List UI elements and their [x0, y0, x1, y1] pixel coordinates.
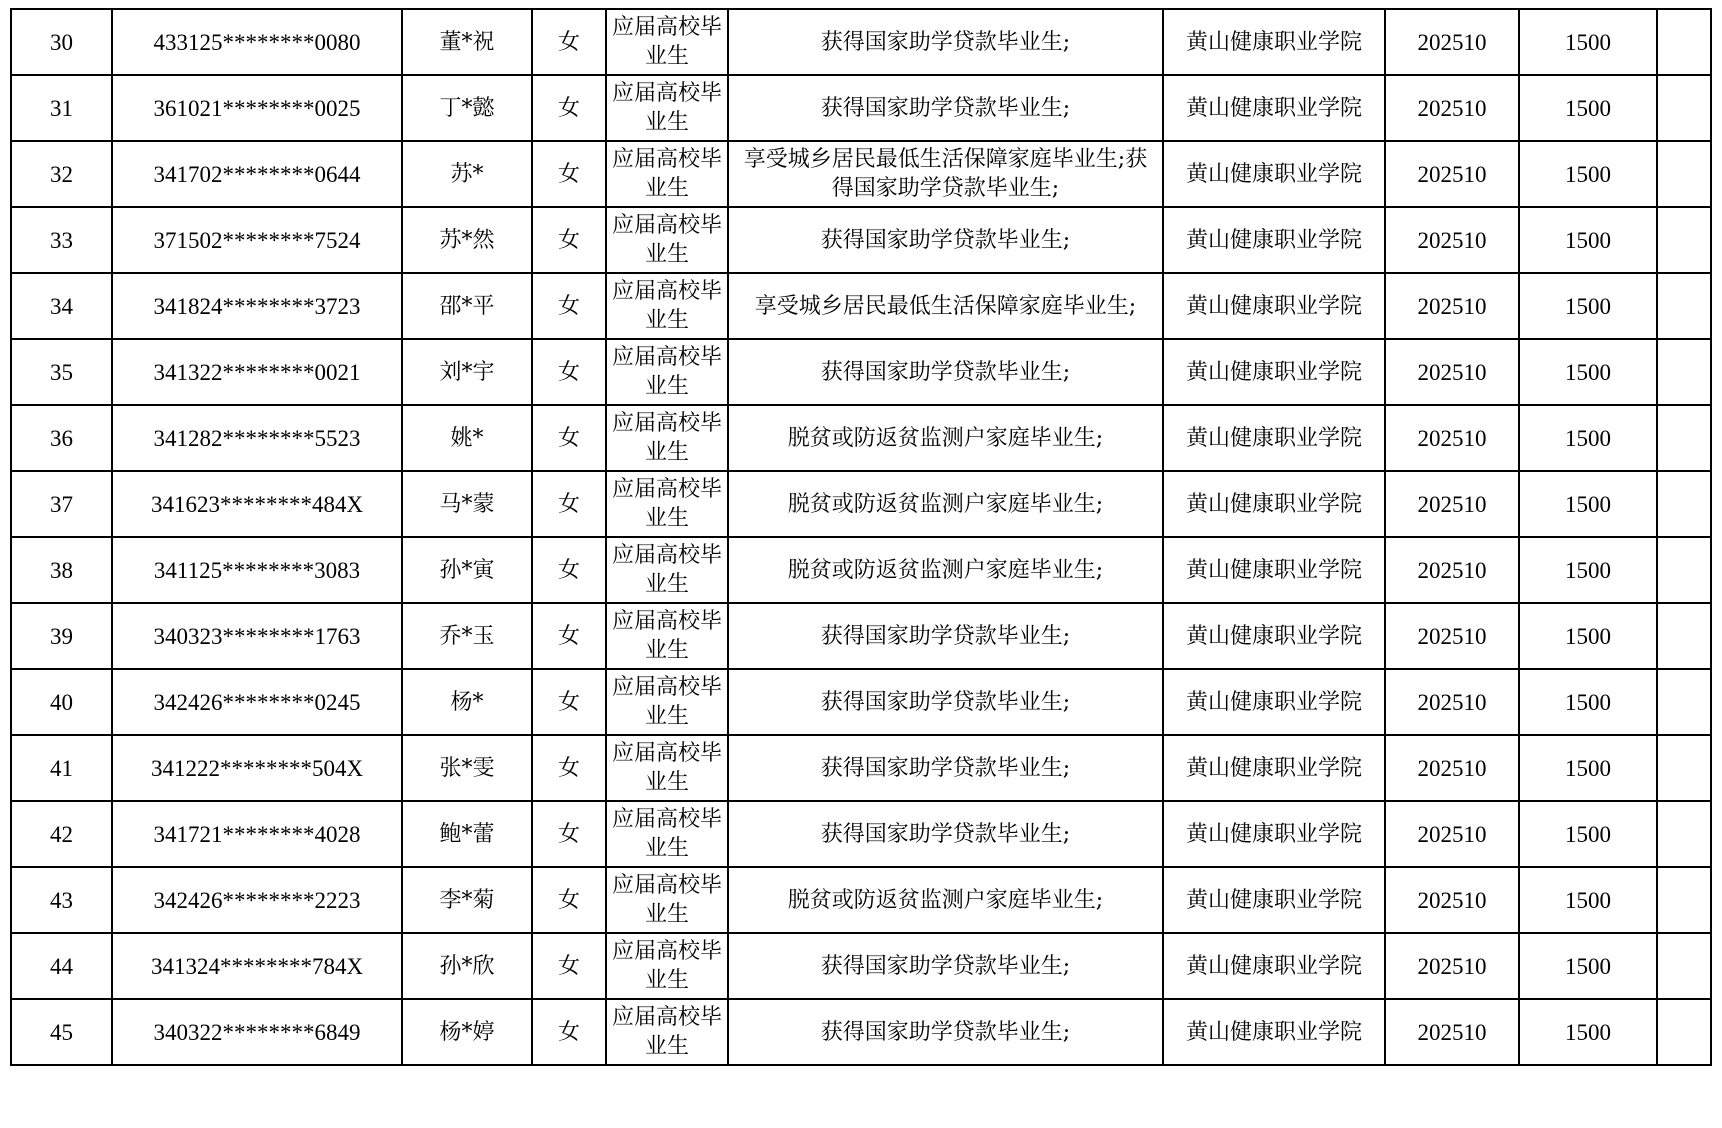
table-row — [11, 75, 1711, 141]
note-cell — [1657, 75, 1711, 141]
row-number-cell: 33 — [11, 207, 112, 273]
amount-cell: 1500 — [1519, 339, 1657, 405]
id-number-cell: 341824********3723 — [112, 273, 402, 339]
amount-cell: 1500 — [1519, 999, 1657, 1065]
note-cell — [1657, 933, 1711, 999]
row-number-cell: 44 — [11, 933, 112, 999]
category-cell: 应届高校毕业生 — [606, 933, 728, 999]
period-cell: 202510 — [1385, 735, 1519, 801]
note-cell — [1657, 339, 1711, 405]
gender-cell: 女 — [532, 471, 606, 537]
category-cell: 应届高校毕业生 — [606, 999, 728, 1065]
gender-cell: 女 — [532, 141, 606, 207]
table-row — [11, 801, 1711, 867]
id-number-cell: 433125********0080 — [112, 9, 402, 75]
name-cell: 杨* — [402, 669, 532, 735]
id-number-cell: 341702********0644 — [112, 141, 402, 207]
period-cell: 202510 — [1385, 933, 1519, 999]
gender-cell: 女 — [532, 669, 606, 735]
period-cell: 202510 — [1385, 273, 1519, 339]
period-cell: 202510 — [1385, 339, 1519, 405]
note-cell — [1657, 405, 1711, 471]
id-number-cell: 341322********0021 — [112, 339, 402, 405]
table-row — [11, 9, 1711, 75]
name-cell: 鲍*蕾 — [402, 801, 532, 867]
name-cell: 刘*宇 — [402, 339, 532, 405]
gender-cell: 女 — [532, 801, 606, 867]
note-cell — [1657, 867, 1711, 933]
row-number-cell: 34 — [11, 273, 112, 339]
amount-cell: 1500 — [1519, 867, 1657, 933]
period-cell: 202510 — [1385, 207, 1519, 273]
category-cell: 应届高校毕业生 — [606, 471, 728, 537]
reason-cell: 获得国家助学贷款毕业生; — [728, 75, 1163, 141]
name-cell: 杨*婷 — [402, 999, 532, 1065]
table-row — [11, 273, 1711, 339]
category-cell: 应届高校毕业生 — [606, 669, 728, 735]
gender-cell: 女 — [532, 603, 606, 669]
row-number-cell: 43 — [11, 867, 112, 933]
category-cell: 应届高校毕业生 — [606, 801, 728, 867]
table-body — [11, 9, 1711, 1065]
note-cell — [1657, 537, 1711, 603]
name-cell: 苏*然 — [402, 207, 532, 273]
id-number-cell: 341222********504X — [112, 735, 402, 801]
amount-cell: 1500 — [1519, 471, 1657, 537]
id-number-cell: 340322********6849 — [112, 999, 402, 1065]
row-number-cell: 42 — [11, 801, 112, 867]
note-cell — [1657, 141, 1711, 207]
gender-cell: 女 — [532, 75, 606, 141]
reason-cell: 获得国家助学贷款毕业生; — [728, 999, 1163, 1065]
period-cell: 202510 — [1385, 669, 1519, 735]
amount-cell: 1500 — [1519, 75, 1657, 141]
note-cell — [1657, 9, 1711, 75]
note-cell — [1657, 207, 1711, 273]
id-number-cell: 371502********7524 — [112, 207, 402, 273]
period-cell: 202510 — [1385, 867, 1519, 933]
category-cell: 应届高校毕业生 — [606, 405, 728, 471]
name-cell: 苏* — [402, 141, 532, 207]
row-number-cell: 41 — [11, 735, 112, 801]
gender-cell: 女 — [532, 999, 606, 1065]
reason-cell: 获得国家助学贷款毕业生; — [728, 669, 1163, 735]
gender-cell: 女 — [532, 933, 606, 999]
reason-cell: 脱贫或防返贫监测户家庭毕业生; — [728, 405, 1163, 471]
table-row — [11, 867, 1711, 933]
name-cell: 乔*玉 — [402, 603, 532, 669]
reason-cell: 获得国家助学贷款毕业生; — [728, 9, 1163, 75]
table-row — [11, 933, 1711, 999]
category-cell: 应届高校毕业生 — [606, 75, 728, 141]
name-cell: 邵*平 — [402, 273, 532, 339]
school-cell: 黄山健康职业学院 — [1163, 471, 1385, 537]
row-number-cell: 30 — [11, 9, 112, 75]
name-cell: 张*雯 — [402, 735, 532, 801]
school-cell: 黄山健康职业学院 — [1163, 801, 1385, 867]
row-number-cell: 38 — [11, 537, 112, 603]
table-row — [11, 207, 1711, 273]
reason-cell: 获得国家助学贷款毕业生; — [728, 603, 1163, 669]
row-number-cell: 37 — [11, 471, 112, 537]
category-cell: 应届高校毕业生 — [606, 537, 728, 603]
category-cell: 应届高校毕业生 — [606, 735, 728, 801]
reason-cell: 脱贫或防返贫监测户家庭毕业生; — [728, 867, 1163, 933]
school-cell: 黄山健康职业学院 — [1163, 603, 1385, 669]
period-cell: 202510 — [1385, 9, 1519, 75]
note-cell — [1657, 471, 1711, 537]
reason-cell: 获得国家助学贷款毕业生; — [728, 933, 1163, 999]
id-number-cell: 341125********3083 — [112, 537, 402, 603]
id-number-cell: 342426********2223 — [112, 867, 402, 933]
row-number-cell: 40 — [11, 669, 112, 735]
name-cell: 马*蒙 — [402, 471, 532, 537]
school-cell: 黄山健康职业学院 — [1163, 75, 1385, 141]
school-cell: 黄山健康职业学院 — [1163, 999, 1385, 1065]
id-number-cell: 341282********5523 — [112, 405, 402, 471]
period-cell: 202510 — [1385, 405, 1519, 471]
subsidy-roster-table — [10, 8, 1712, 1066]
school-cell: 黄山健康职业学院 — [1163, 207, 1385, 273]
period-cell: 202510 — [1385, 999, 1519, 1065]
school-cell: 黄山健康职业学院 — [1163, 405, 1385, 471]
school-cell: 黄山健康职业学院 — [1163, 9, 1385, 75]
row-number-cell: 35 — [11, 339, 112, 405]
gender-cell: 女 — [532, 273, 606, 339]
period-cell: 202510 — [1385, 141, 1519, 207]
name-cell: 董*祝 — [402, 9, 532, 75]
category-cell: 应届高校毕业生 — [606, 273, 728, 339]
id-number-cell: 341721********4028 — [112, 801, 402, 867]
gender-cell: 女 — [532, 867, 606, 933]
amount-cell: 1500 — [1519, 141, 1657, 207]
amount-cell: 1500 — [1519, 273, 1657, 339]
name-cell: 孙*欣 — [402, 933, 532, 999]
amount-cell: 1500 — [1519, 933, 1657, 999]
period-cell: 202510 — [1385, 75, 1519, 141]
amount-cell: 1500 — [1519, 801, 1657, 867]
table-row — [11, 669, 1711, 735]
row-number-cell: 36 — [11, 405, 112, 471]
amount-cell: 1500 — [1519, 603, 1657, 669]
reason-cell: 获得国家助学贷款毕业生; — [728, 339, 1163, 405]
gender-cell: 女 — [532, 339, 606, 405]
period-cell: 202510 — [1385, 537, 1519, 603]
table-row — [11, 405, 1711, 471]
amount-cell: 1500 — [1519, 9, 1657, 75]
id-number-cell: 340323********1763 — [112, 603, 402, 669]
table-row — [11, 735, 1711, 801]
row-number-cell: 39 — [11, 603, 112, 669]
table-row — [11, 141, 1711, 207]
table-row — [11, 999, 1711, 1065]
name-cell: 孙*寅 — [402, 537, 532, 603]
row-number-cell: 32 — [11, 141, 112, 207]
name-cell: 丁*懿 — [402, 75, 532, 141]
note-cell — [1657, 999, 1711, 1065]
id-number-cell: 341324********784X — [112, 933, 402, 999]
id-number-cell: 342426********0245 — [112, 669, 402, 735]
amount-cell: 1500 — [1519, 537, 1657, 603]
row-number-cell: 31 — [11, 75, 112, 141]
school-cell: 黄山健康职业学院 — [1163, 867, 1385, 933]
amount-cell: 1500 — [1519, 207, 1657, 273]
gender-cell: 女 — [532, 9, 606, 75]
amount-cell: 1500 — [1519, 405, 1657, 471]
reason-cell: 脱贫或防返贫监测户家庭毕业生; — [728, 537, 1163, 603]
school-cell: 黄山健康职业学院 — [1163, 339, 1385, 405]
gender-cell: 女 — [532, 207, 606, 273]
note-cell — [1657, 273, 1711, 339]
period-cell: 202510 — [1385, 471, 1519, 537]
category-cell: 应届高校毕业生 — [606, 141, 728, 207]
amount-cell: 1500 — [1519, 735, 1657, 801]
id-number-cell: 341623********484X — [112, 471, 402, 537]
table-row — [11, 471, 1711, 537]
school-cell: 黄山健康职业学院 — [1163, 273, 1385, 339]
school-cell: 黄山健康职业学院 — [1163, 669, 1385, 735]
table-row — [11, 339, 1711, 405]
period-cell: 202510 — [1385, 801, 1519, 867]
period-cell: 202510 — [1385, 603, 1519, 669]
note-cell — [1657, 603, 1711, 669]
school-cell: 黄山健康职业学院 — [1163, 933, 1385, 999]
category-cell: 应届高校毕业生 — [606, 9, 728, 75]
reason-cell: 脱贫或防返贫监测户家庭毕业生; — [728, 471, 1163, 537]
school-cell: 黄山健康职业学院 — [1163, 537, 1385, 603]
category-cell: 应届高校毕业生 — [606, 339, 728, 405]
note-cell — [1657, 735, 1711, 801]
reason-cell: 获得国家助学贷款毕业生; — [728, 801, 1163, 867]
category-cell: 应届高校毕业生 — [606, 867, 728, 933]
name-cell: 李*菊 — [402, 867, 532, 933]
name-cell: 姚* — [402, 405, 532, 471]
table-row — [11, 603, 1711, 669]
reason-cell: 获得国家助学贷款毕业生; — [728, 207, 1163, 273]
gender-cell: 女 — [532, 735, 606, 801]
category-cell: 应届高校毕业生 — [606, 207, 728, 273]
school-cell: 黄山健康职业学院 — [1163, 141, 1385, 207]
reason-cell: 享受城乡居民最低生活保障家庭毕业生;获得国家助学贷款毕业生; — [728, 141, 1163, 207]
gender-cell: 女 — [532, 405, 606, 471]
amount-cell: 1500 — [1519, 669, 1657, 735]
row-number-cell: 45 — [11, 999, 112, 1065]
note-cell — [1657, 801, 1711, 867]
category-cell: 应届高校毕业生 — [606, 603, 728, 669]
id-number-cell: 361021********0025 — [112, 75, 402, 141]
table-row — [11, 537, 1711, 603]
school-cell: 黄山健康职业学院 — [1163, 735, 1385, 801]
reason-cell: 获得国家助学贷款毕业生; — [728, 735, 1163, 801]
gender-cell: 女 — [532, 537, 606, 603]
note-cell — [1657, 669, 1711, 735]
reason-cell: 享受城乡居民最低生活保障家庭毕业生; — [728, 273, 1163, 339]
